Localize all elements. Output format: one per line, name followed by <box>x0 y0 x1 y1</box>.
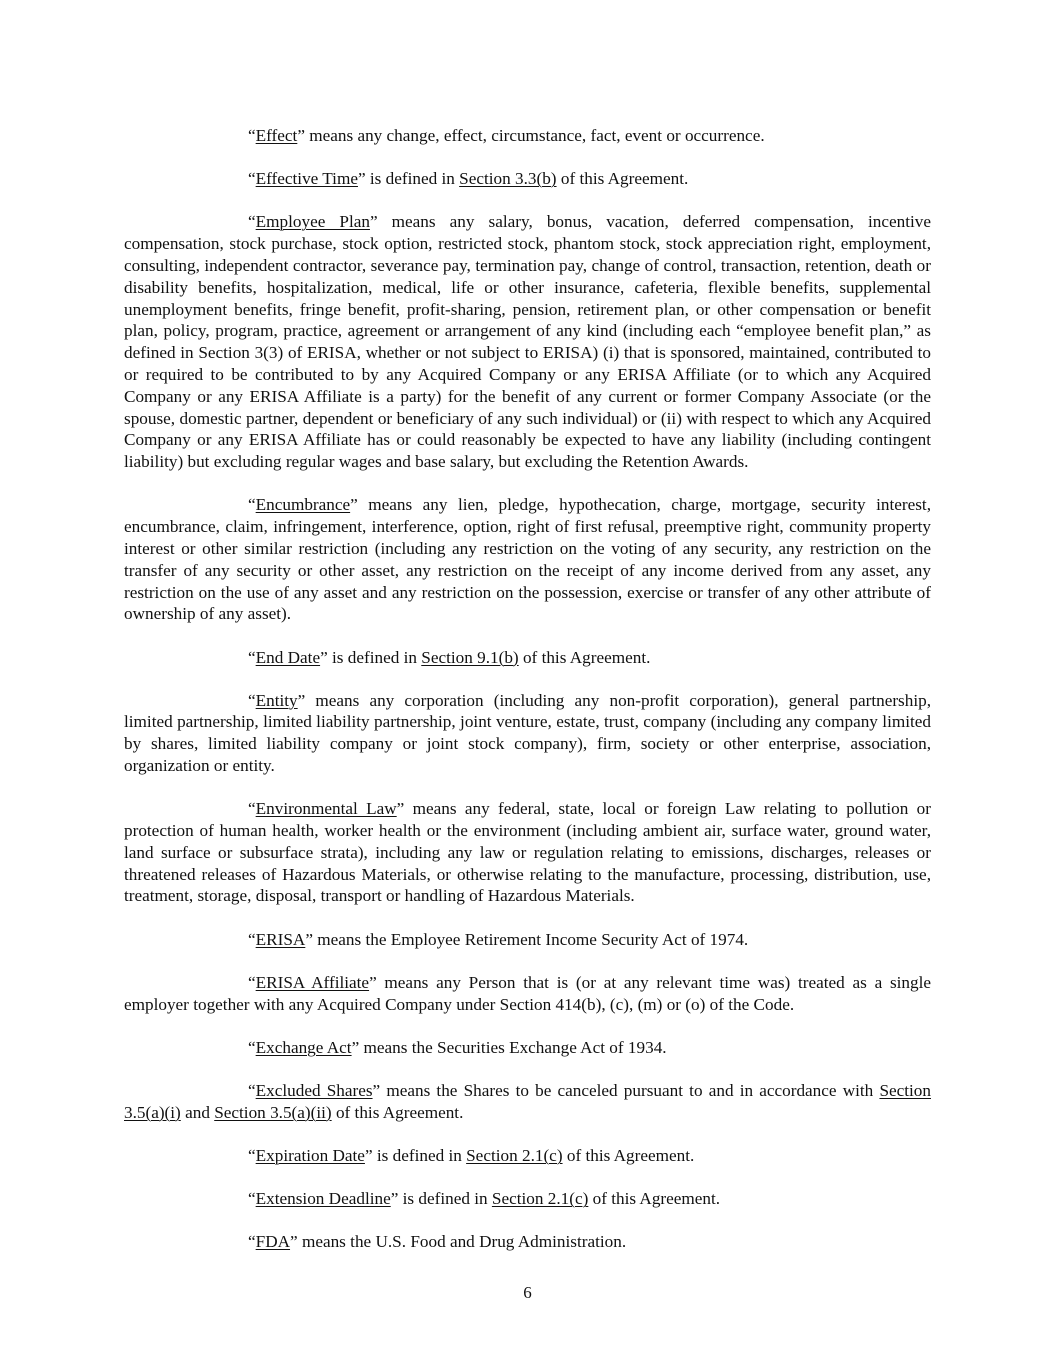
definition-text: ” means any federal, state, local or foreign Law relating to pollution or protection of human health, worker health or the environment (including ambient air, surface water, ground water, land surface or subsurface strata), including any law or regulation relating to emissions, discharges, releases or threatened releases of Hazardous Materials, or otherwise relating to the manufacture, processing, distribution, use, treatment, storage, disposal, transport or handling of Hazardous Materials. <box>124 799 931 906</box>
definition-text: ” means any change, effect, circumstance, fact, event or occurrence. <box>297 126 765 145</box>
definition-text: “ <box>248 126 256 145</box>
definition-text: “ <box>248 647 256 667</box>
definition-text: ” means the U.S. Food and Drug Administration. <box>290 1232 627 1252</box>
definition-text: “ <box>248 495 256 515</box>
section-reference: Section 2.1(c) <box>491 1189 589 1209</box>
definition-text: “ <box>248 929 256 949</box>
defined-term: ERISA <box>255 929 306 949</box>
defined-term: Extension Deadline <box>255 1189 391 1209</box>
definition-text: of this Agreement. <box>588 1189 721 1209</box>
definition-text: ” is defined in <box>390 1189 492 1209</box>
defined-term: Employee Plan <box>255 212 370 232</box>
defined-term: Effective Time <box>255 169 358 189</box>
section-reference: Section 9.1(b) <box>421 647 519 667</box>
defined-term: Expiration Date <box>255 1145 365 1165</box>
defined-term: FDA <box>255 1232 291 1252</box>
definition-effect <box>124 125 931 147</box>
definition-text: “ <box>248 1189 256 1209</box>
definition-text: “ <box>248 212 256 232</box>
definition-employee-plan <box>124 211 931 473</box>
definition-erisa <box>124 929 931 951</box>
definition-expiration-date <box>124 1145 931 1167</box>
defined-term: Entity <box>255 690 298 710</box>
definition-text: of this Agreement. <box>556 169 689 189</box>
definition-entity <box>124 690 931 777</box>
definition-text: and <box>180 1102 215 1122</box>
definition-text: of this Agreement. <box>562 1145 695 1165</box>
definition-text: ” means any Person that is (or at any relevant time was) treated as a single employer together with any Acquired Company under Section 414(b), (c), (m) or (o) of the Code. <box>124 972 931 1014</box>
defined-term: Environmental Law <box>255 799 397 819</box>
definition-text: ” is defined in <box>357 169 460 189</box>
definition-text: ” means any lien, pledge, hypothecation, charge, mortgage, security interest, encumbrance, claim, infringement, interference, option, right of first refusal, preemptive right, community property interest or other similar restriction (including any restriction on the voting of any security, any restriction on the transfer of any security or other asset, any restriction on the receipt of any income derived from any asset, any restriction on the use of any asset and any restriction on the possession, exercise or transfer of any other attribute of ownership of any asset). <box>124 495 931 624</box>
definition-text: “ <box>248 1145 256 1165</box>
definition-text: “ <box>248 1232 256 1252</box>
defined-term: Encumbrance <box>255 495 351 515</box>
definition-excluded-shares <box>124 1080 931 1124</box>
page-number: 6 <box>523 1283 532 1302</box>
definition-text: of this Agreement. <box>518 647 651 667</box>
definition-text: ” means any salary, bonus, vacation, deferred compensation, incentive compensation, stock purchase, stock option, restricted stock, phantom stock, stock appreciation right, employment, consulting, independent contractor, severance pay, termination pay, change of control, transaction, retention, death or disability benefits, hospitalization, medical, life or other insurance, cafeteria, flexible benefits, supplemental unemployment benefits, fringe benefit, profit-sharing, pension, retirement plan, or other compensation or benefit plan, policy, program, practice, agreement or arrangement of any kind (including each “employee benefit plan,” as defined in Section 3(3) of ERISA, whether or not subject to ERISA) (i) that is sponsored, maintained, contributed to or required to be contributed to by any Acquired Company or any ERISA Affiliate (or to which any Acquired Company or any ERISA Affiliate is a party) for the benefit of any current or former Company Associate (or the spouse, domestic partner, dependent or beneficiary of any such individual) or (ii) with respect to which any Acquired Company or any ERISA Affiliate has or could reasonably be expected to have any liability (including contingent liability) but excluding regular wages and base salary, but excluding the Retention Awards. <box>124 212 931 472</box>
definition-encumbrance <box>124 494 931 625</box>
definition-end-date <box>124 647 931 669</box>
definition-extension-deadline <box>124 1188 931 1210</box>
section-reference: Section 3.5(a)(ii) <box>214 1102 332 1122</box>
definition-text: of this Agreement. <box>331 1102 464 1122</box>
definition-text: ” is defined in <box>320 647 422 667</box>
definition-text: ” means any corporation (including any non-profit corporation), general partnership, limited partnership, limited liability partnership, joint venture, estate, trust, company (including any company limited by shares, limited liability company or joint stock company), firm, society or other enterprise, association, organization or entity. <box>124 690 931 776</box>
definition-text: ” means the Securities Exchange Act of 1934. <box>351 1037 667 1057</box>
defined-term: Effect <box>255 126 298 145</box>
definition-erisa-affiliate <box>124 972 931 1016</box>
definition-text: “ <box>248 799 256 819</box>
definition-text: ” means the Employee Retirement Income Security Act of 1974. <box>305 929 749 949</box>
definition-effective-time <box>124 168 931 190</box>
section-reference: Section 3.3(b) <box>459 169 557 189</box>
definition-text: “ <box>248 169 256 189</box>
definition-environmental-law <box>124 798 931 907</box>
definition-text: ” is defined in <box>364 1145 467 1165</box>
defined-term: Excluded Shares <box>255 1081 373 1100</box>
section-reference: Section 3.5(a)(i) <box>124 1081 931 1122</box>
section-reference: Section 2.1(c) <box>466 1145 563 1165</box>
definition-text: “ <box>248 972 256 992</box>
document-body <box>124 125 931 1275</box>
defined-term: End Date <box>255 647 321 667</box>
definition-text: “ <box>248 690 256 710</box>
definition-exchange-act <box>124 1037 931 1059</box>
definition-text: “ <box>248 1037 256 1057</box>
defined-term: Exchange Act <box>255 1037 352 1057</box>
definition-text: ” means the Shares to be canceled pursuant to and in accordance with <box>372 1081 880 1100</box>
definition-fda <box>124 1231 931 1253</box>
defined-term: ERISA Affiliate <box>255 972 370 992</box>
definition-text: “ <box>248 1081 256 1100</box>
